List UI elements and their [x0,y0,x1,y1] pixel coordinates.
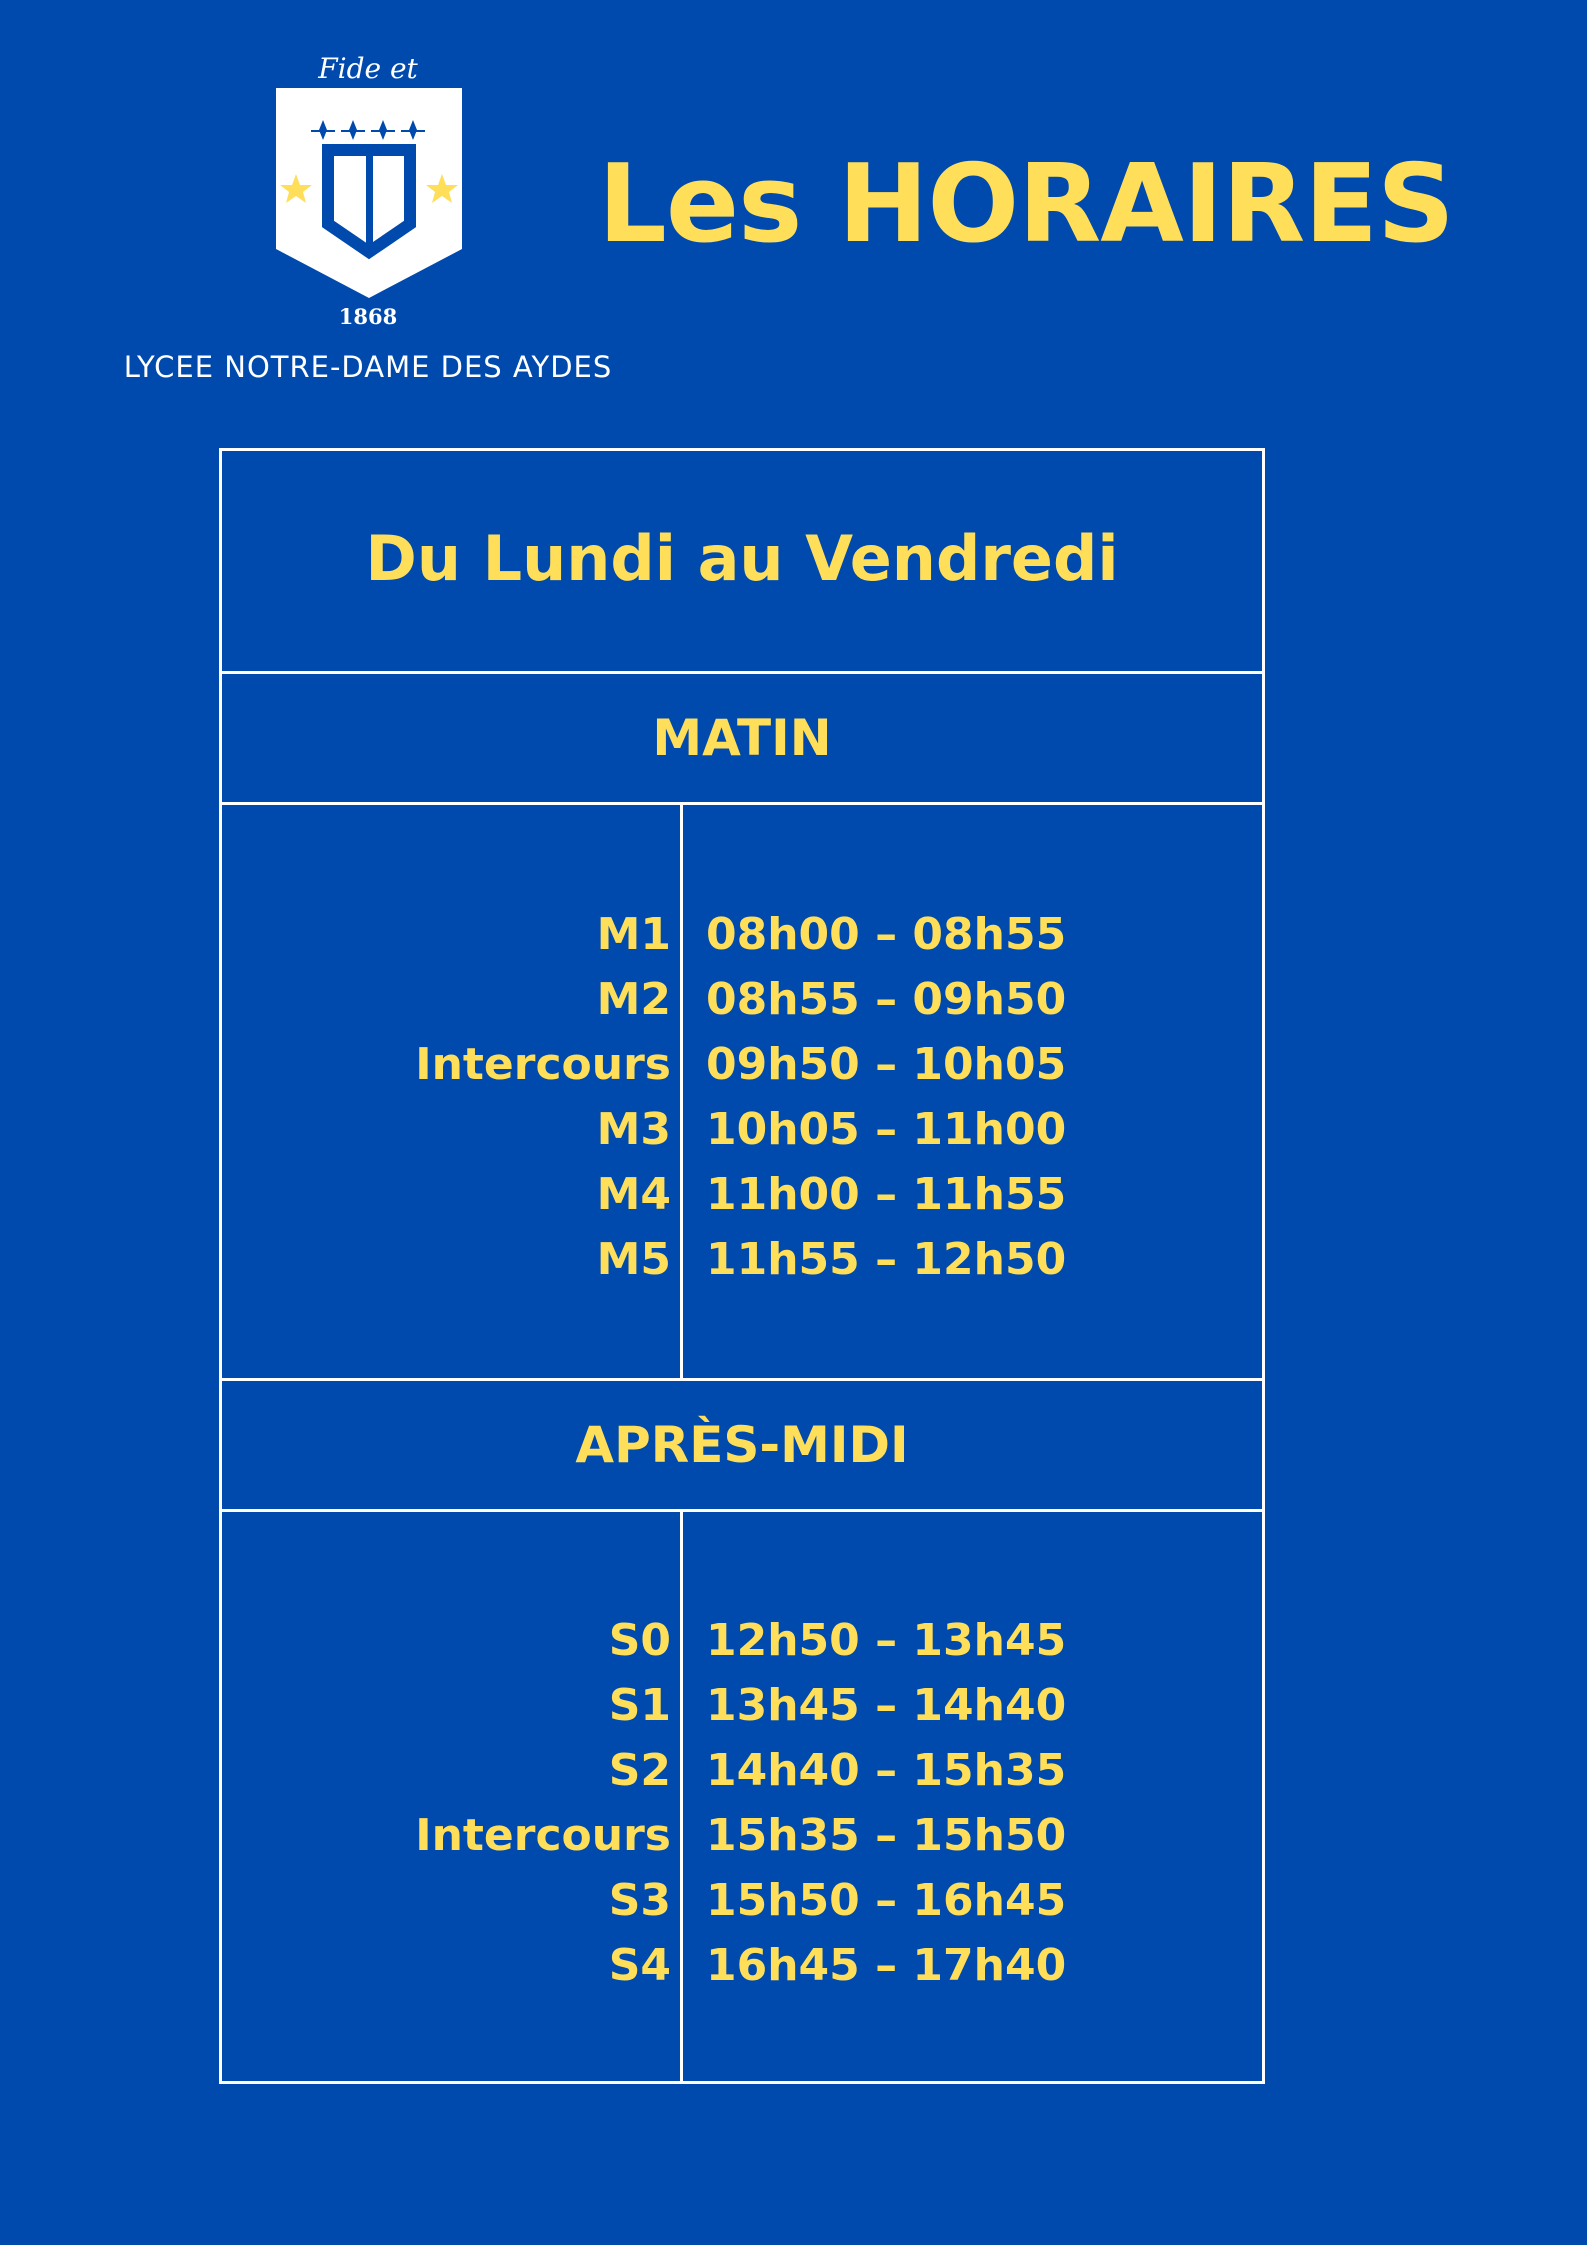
logo-motto: Fide et [318,52,418,85]
slot-label: S0 [608,1615,671,1666]
table-heading: Du Lundi au Vendredi [365,522,1119,595]
logo-year: 1868 [338,304,398,329]
schedule-table [219,448,1265,2084]
column-divider [680,1512,683,2081]
slot-label: Intercours [415,1810,671,1861]
slot-time: 16h45 – 17h40 [706,1940,1067,1991]
school-name: LYCEE NOTRE-DAME DES AYDES [123,350,613,384]
slot-label: S3 [608,1875,671,1926]
morning-slot-times [706,902,1066,1292]
table-heading-row [222,451,1262,671]
afternoon-slots-row [222,1509,1262,2081]
slot-label: Intercours [415,1039,671,1090]
column-divider [680,805,683,1378]
slot-label: M4 [596,1169,671,1220]
slot-time: 14h40 – 15h35 [706,1745,1067,1796]
afternoon-header-row [222,1378,1262,1509]
slot-time: 09h50 – 10h05 [706,1039,1067,1090]
slot-label: S1 [608,1680,671,1731]
morning-slots-row [222,802,1262,1378]
morning-label: MATIN [652,709,832,767]
slot-time: 08h55 – 09h50 [706,974,1067,1025]
slot-time: 13h45 – 14h40 [706,1680,1067,1731]
slot-label: S2 [608,1745,671,1796]
morning-slot-labels [415,902,671,1292]
afternoon-slot-times [706,1608,1066,1998]
slot-label: M3 [596,1104,671,1155]
shield-icon [276,84,462,302]
slot-label: S4 [608,1940,671,1991]
slot-time: 08h00 – 08h55 [706,909,1067,960]
slot-time: 15h50 – 16h45 [706,1875,1067,1926]
afternoon-slot-labels [415,1608,671,1998]
slot-time: 11h55 – 12h50 [706,1234,1067,1285]
slot-time: 12h50 – 13h45 [706,1615,1067,1666]
slot-label: M2 [596,974,671,1025]
slot-time: 15h35 – 15h50 [706,1810,1067,1861]
morning-header-row [222,671,1262,802]
slot-label: M1 [596,909,671,960]
afternoon-label: APRÈS-MIDI [575,1416,909,1474]
page-title: Les HORAIRES [598,142,1454,267]
slot-time: 11h00 – 11h55 [706,1169,1067,1220]
slot-label: M5 [596,1234,671,1285]
slot-time: 10h05 – 11h00 [706,1104,1067,1155]
